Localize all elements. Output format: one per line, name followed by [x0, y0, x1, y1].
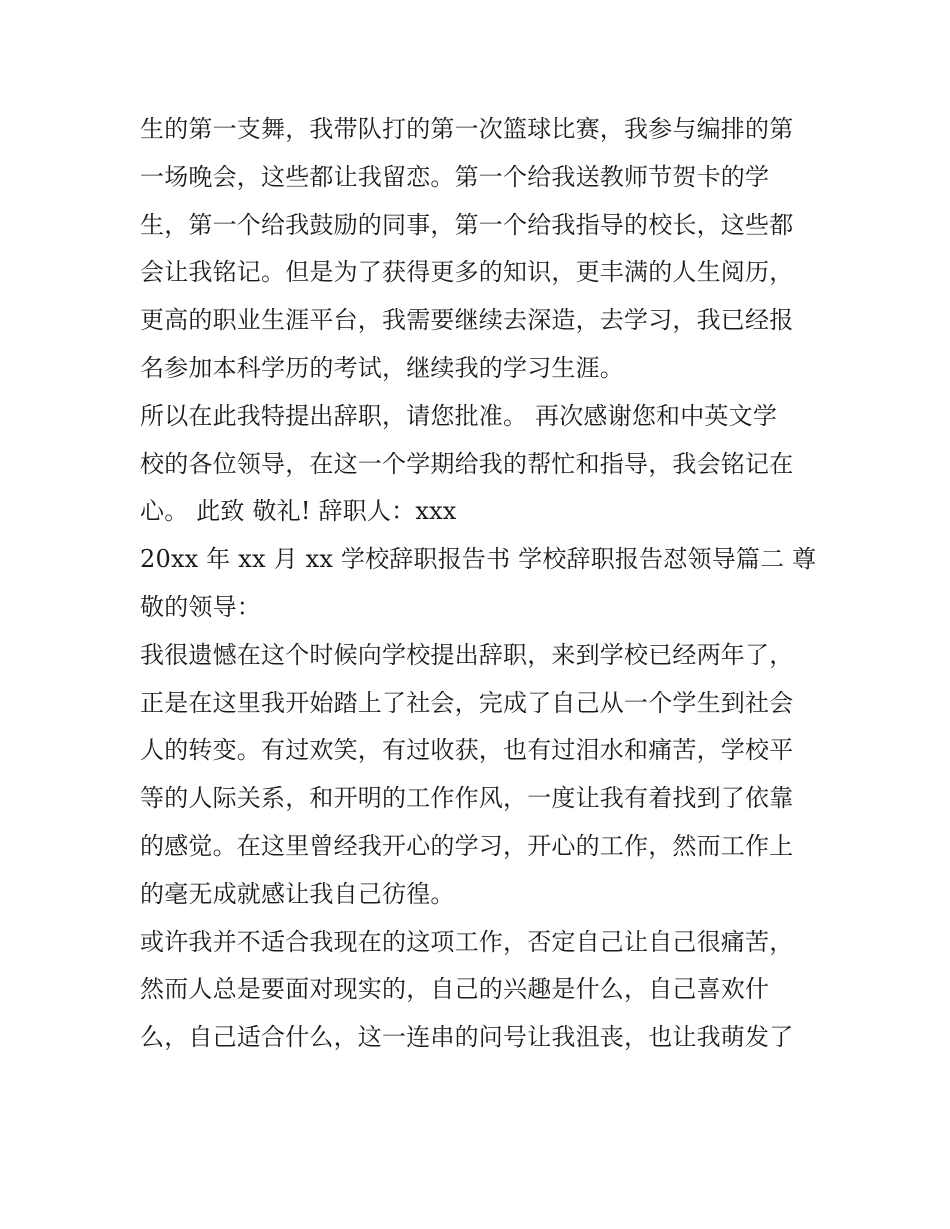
text-line: 的感觉。在这里曾经我开心的学习，开心的工作，然而工作上	[140, 831, 794, 860]
text-line: 敬的领导：	[140, 592, 261, 621]
text-line: 名参加本科学历的考试，继续我的学习生涯。	[140, 353, 624, 382]
text-line: 更高的职业生涯平台，我需要继续去深造，去学习，我已经报	[140, 306, 794, 335]
text-line: 会让我铭记。但是为了获得更多的知识，更丰满的人生阅历，	[140, 258, 794, 287]
text-line: 我很遗憾在这个时候向学校提出辞职，来到学校已经两年了，	[140, 640, 794, 669]
text-line: 等的人际关系，和开明的工作作风，一度让我有着找到了依靠	[140, 784, 794, 813]
text-line: 然而人总是要面对现实的，自己的兴趣是什么，自己喜欢什	[140, 975, 770, 1004]
text-line: 的毫无成就感让我自己彷徨。	[140, 879, 455, 908]
text-line: 20xx 年 xx 月 xx 学校辞职报告书 学校辞职报告怼领导篇二 尊	[140, 545, 817, 574]
text-line: 所以在此我特提出辞职，请您批准。 再次感谢您和中英文学	[140, 401, 778, 430]
text-line: 生，第一个给我鼓励的同事，第一个给我指导的校长，这些都	[140, 210, 794, 239]
text-line: 心。 此致 敬礼! 辞职人：xxx	[140, 497, 457, 526]
text-line: 生的第一支舞，我带队打的第一次篮球比赛，我参与编排的第	[140, 115, 794, 143]
document-body	[140, 106, 820, 1062]
text-line: 校的各位领导，在这一个学期给我的帮忙和指导，我会铭记在	[140, 449, 794, 478]
text-line: 正是在这里我开始踏上了社会，完成了自己从一个学生到社会	[140, 688, 794, 717]
text-line: 么，自己适合什么，这一连串的问号让我沮丧，也让我萌发了	[140, 1023, 794, 1052]
text-line: 人的转变。有过欢笑，有过收获，也有过泪水和痛苦，学校平	[140, 736, 794, 765]
text-line: 一场晚会，这些都让我留恋。第一个给我送教师节贺卡的学	[140, 162, 770, 191]
text-line: 或许我并不适合我现在的这项工作，否定自己让自己很痛苦，	[140, 927, 794, 956]
